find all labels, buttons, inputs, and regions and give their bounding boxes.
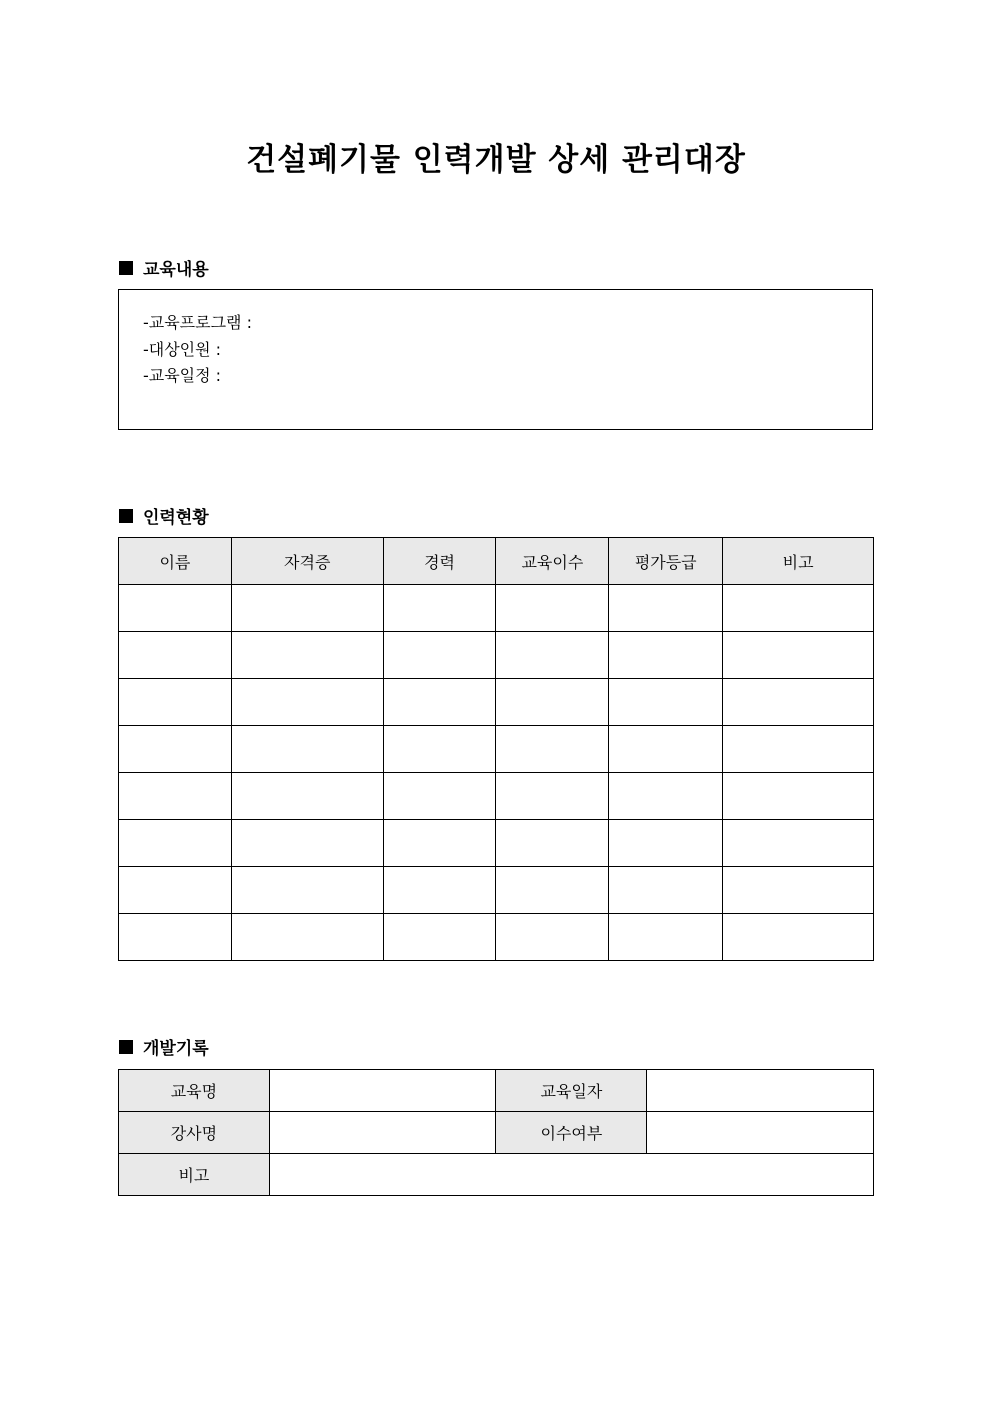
cell-name[interactable] [119,585,232,632]
course-name-label: 교육명 [119,1070,270,1112]
cell-grade[interactable] [609,914,723,961]
cell-training[interactable] [496,632,609,679]
square-bullet-icon [119,1040,133,1054]
cell-certificate[interactable] [231,773,383,820]
table-row [119,1112,874,1154]
table-row [119,726,874,773]
remarks-label: 비고 [119,1154,270,1196]
cell-remarks[interactable] [723,632,874,679]
table-row [119,867,874,914]
cell-grade[interactable] [609,867,723,914]
cell-certificate[interactable] [231,914,383,961]
cell-certificate[interactable] [231,679,383,726]
section-heading-staff [119,503,209,528]
cell-name[interactable] [119,820,232,867]
cell-grade[interactable] [609,679,723,726]
cell-remarks[interactable] [723,585,874,632]
cell-remarks[interactable] [723,726,874,773]
cell-career[interactable] [383,914,496,961]
cell-grade[interactable] [609,632,723,679]
cell-name[interactable] [119,726,232,773]
cell-training[interactable] [496,726,609,773]
section-title: 인력현황 [143,508,209,528]
cell-certificate[interactable] [231,632,383,679]
cell-certificate[interactable] [231,726,383,773]
column-header-certificate: 자격증 [231,538,383,585]
cell-name[interactable] [119,914,232,961]
cell-grade[interactable] [609,585,723,632]
cell-career[interactable] [383,679,496,726]
cell-training[interactable] [496,679,609,726]
cell-remarks[interactable] [723,679,874,726]
cell-training[interactable] [496,914,609,961]
instructor-label: 강사명 [119,1112,270,1154]
cell-training[interactable] [496,867,609,914]
education-schedule-line: -교육일정 : [143,366,222,385]
staff-status-table [118,537,874,961]
course-name-field[interactable] [269,1070,496,1112]
cell-remarks[interactable] [723,914,874,961]
cell-name[interactable] [119,773,232,820]
course-date-field[interactable] [647,1070,874,1112]
table-row [119,820,874,867]
cell-name[interactable] [119,867,232,914]
table-row [119,914,874,961]
cell-grade[interactable] [609,820,723,867]
column-header-remarks: 비고 [723,538,874,585]
cell-certificate[interactable] [231,820,383,867]
completion-field[interactable] [647,1112,874,1154]
cell-name[interactable] [119,679,232,726]
cell-career[interactable] [383,820,496,867]
remarks-field[interactable] [269,1154,873,1196]
cell-career[interactable] [383,726,496,773]
table-row [119,773,874,820]
square-bullet-icon [119,261,133,275]
section-heading-education [119,255,209,280]
page-title: 건설폐기물 인력개발 상세 관리대장 [246,142,746,178]
cell-remarks[interactable] [723,773,874,820]
column-header-career: 경력 [383,538,496,585]
cell-remarks[interactable] [723,867,874,914]
cell-career[interactable] [383,773,496,820]
cell-certificate[interactable] [231,867,383,914]
cell-training[interactable] [496,820,609,867]
cell-career[interactable] [383,867,496,914]
instructor-field[interactable] [269,1112,496,1154]
cell-career[interactable] [383,632,496,679]
cell-career[interactable] [383,585,496,632]
table-row [119,679,874,726]
cell-grade[interactable] [609,773,723,820]
development-record-table [118,1069,874,1196]
education-content-box[interactable] [118,289,873,430]
table-row [119,1070,874,1112]
cell-name[interactable] [119,632,232,679]
cell-training[interactable] [496,773,609,820]
column-header-training: 교육이수 [496,538,609,585]
cell-training[interactable] [496,585,609,632]
course-date-label: 교육일자 [496,1070,647,1112]
table-row [119,632,874,679]
table-row [119,1154,874,1196]
cell-certificate[interactable] [231,585,383,632]
table-header-row [119,538,874,585]
target-personnel-line: -대상인원 : [143,339,222,359]
education-program-line: -교육프로그램 : [143,313,252,332]
section-title: 교육내용 [143,260,209,280]
section-title: 개발기록 [143,1039,209,1059]
cell-grade[interactable] [609,726,723,773]
column-header-name: 이름 [119,538,232,585]
section-heading-development [119,1034,209,1059]
column-header-grade: 평가등급 [609,538,723,585]
completion-label: 이수여부 [496,1112,647,1154]
table-row [119,585,874,632]
square-bullet-icon [119,509,133,523]
cell-remarks[interactable] [723,820,874,867]
